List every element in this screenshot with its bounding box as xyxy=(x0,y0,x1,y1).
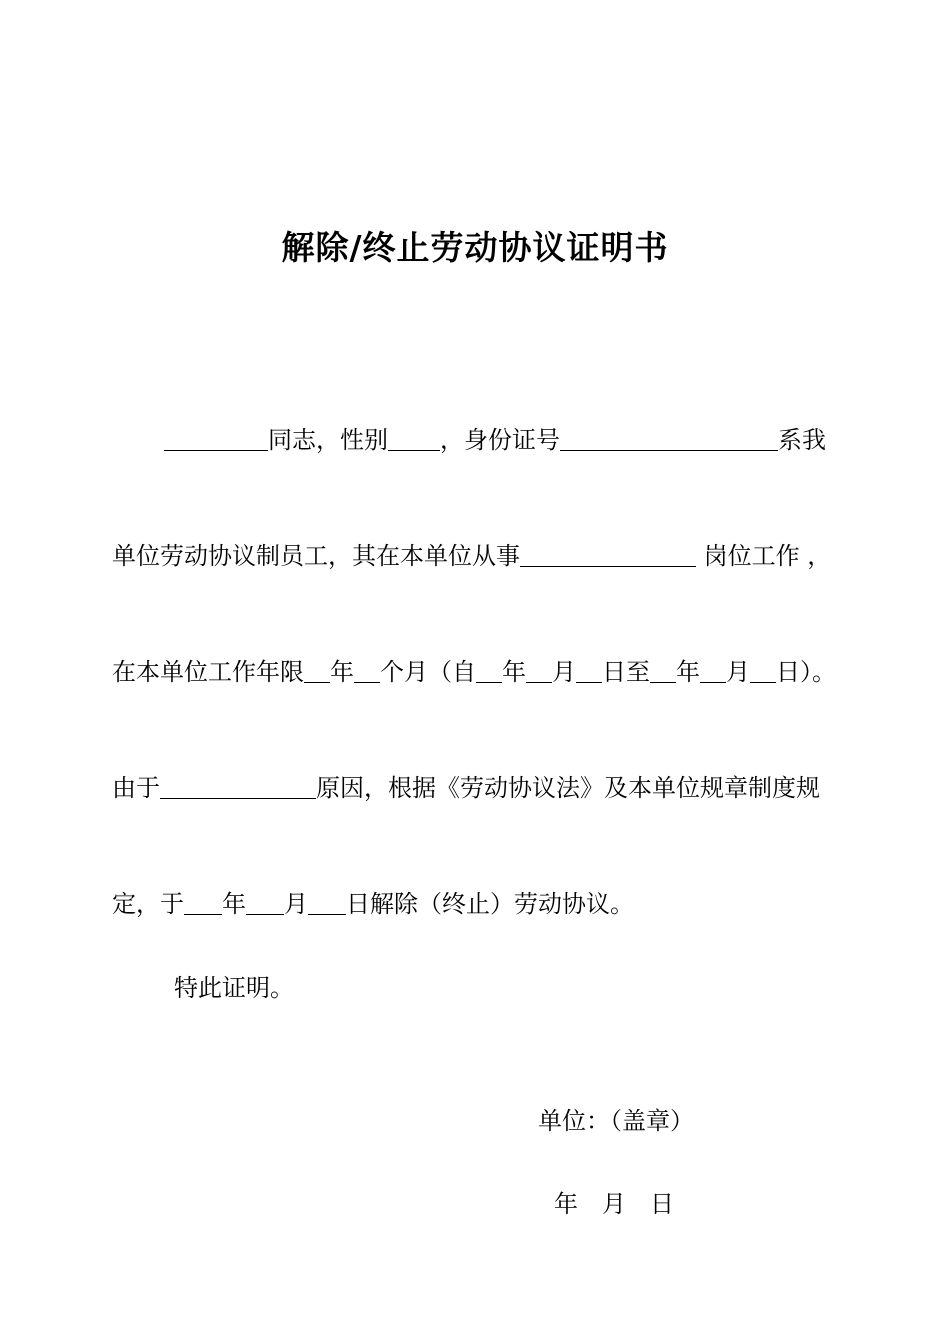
line1-text-1: 同志，性别 xyxy=(268,426,388,454)
line3-text-6: 日至 xyxy=(602,658,650,686)
start-year-blank[interactable] xyxy=(476,658,502,683)
paragraph-line-2 xyxy=(112,538,831,574)
line3-text-2: 年 xyxy=(330,658,354,686)
paragraph-line-3 xyxy=(112,654,836,690)
line3-text-4: 年 xyxy=(502,658,526,686)
date-year-label: 年 xyxy=(554,1190,578,1218)
date-day-label: 日 xyxy=(650,1190,674,1218)
line1-text-3: 系我 xyxy=(778,426,826,454)
end-month-blank[interactable] xyxy=(700,658,726,683)
line5-text-1: 定，于 xyxy=(112,890,184,918)
termination-month-blank[interactable] xyxy=(246,890,284,915)
line3-text-7: 年 xyxy=(676,658,700,686)
end-year-blank[interactable] xyxy=(650,658,676,683)
end-day-blank[interactable] xyxy=(750,658,776,683)
line5-text-2: 年 xyxy=(222,890,246,918)
position-blank[interactable] xyxy=(520,542,696,567)
line1-text-2: ，身份证号 xyxy=(440,426,560,454)
gender-blank[interactable] xyxy=(388,426,440,451)
line5-text-3: 月 xyxy=(284,890,308,918)
document-title: 解除/终止劳动协议证明书 xyxy=(281,228,669,267)
name-blank[interactable] xyxy=(164,426,268,451)
termination-day-blank[interactable] xyxy=(308,890,346,915)
paragraph-line-4 xyxy=(112,770,820,806)
certification-statement: 特此证明。 xyxy=(174,974,294,1002)
paragraph-line-1 xyxy=(164,422,826,458)
tenure-months-blank[interactable] xyxy=(354,658,380,683)
termination-year-blank[interactable] xyxy=(184,890,222,915)
signature-date xyxy=(554,1186,674,1222)
start-day-blank[interactable] xyxy=(576,658,602,683)
line3-text-8: 月 xyxy=(726,658,750,686)
line2-text-1: 单位劳动协议制员工，其在本单位从事 xyxy=(112,542,520,570)
line4-text-1: 由于 xyxy=(112,774,160,802)
date-month-label: 月 xyxy=(602,1190,626,1218)
line3-text-1: 在本单位工作年限 xyxy=(112,658,304,686)
paragraph-line-5 xyxy=(112,886,634,922)
line4-text-2: 原因，根据《劳动协议法》及本单位规章制度规 xyxy=(316,774,820,802)
line3-text-9: 日）。 xyxy=(776,658,836,686)
id-number-blank[interactable] xyxy=(560,426,778,451)
line2-text-2: 岗位工作 ， xyxy=(696,542,832,570)
start-month-blank[interactable] xyxy=(526,658,552,683)
unit-seal-label: 单位：（盖章） xyxy=(538,1107,694,1135)
line3-text-5: 月 xyxy=(552,658,576,686)
line5-text-4: 日解除（终止）劳动协议。 xyxy=(346,890,634,918)
line3-text-3: 个月（自 xyxy=(380,658,476,686)
tenure-years-blank[interactable] xyxy=(304,658,330,683)
reason-blank[interactable] xyxy=(160,774,316,799)
